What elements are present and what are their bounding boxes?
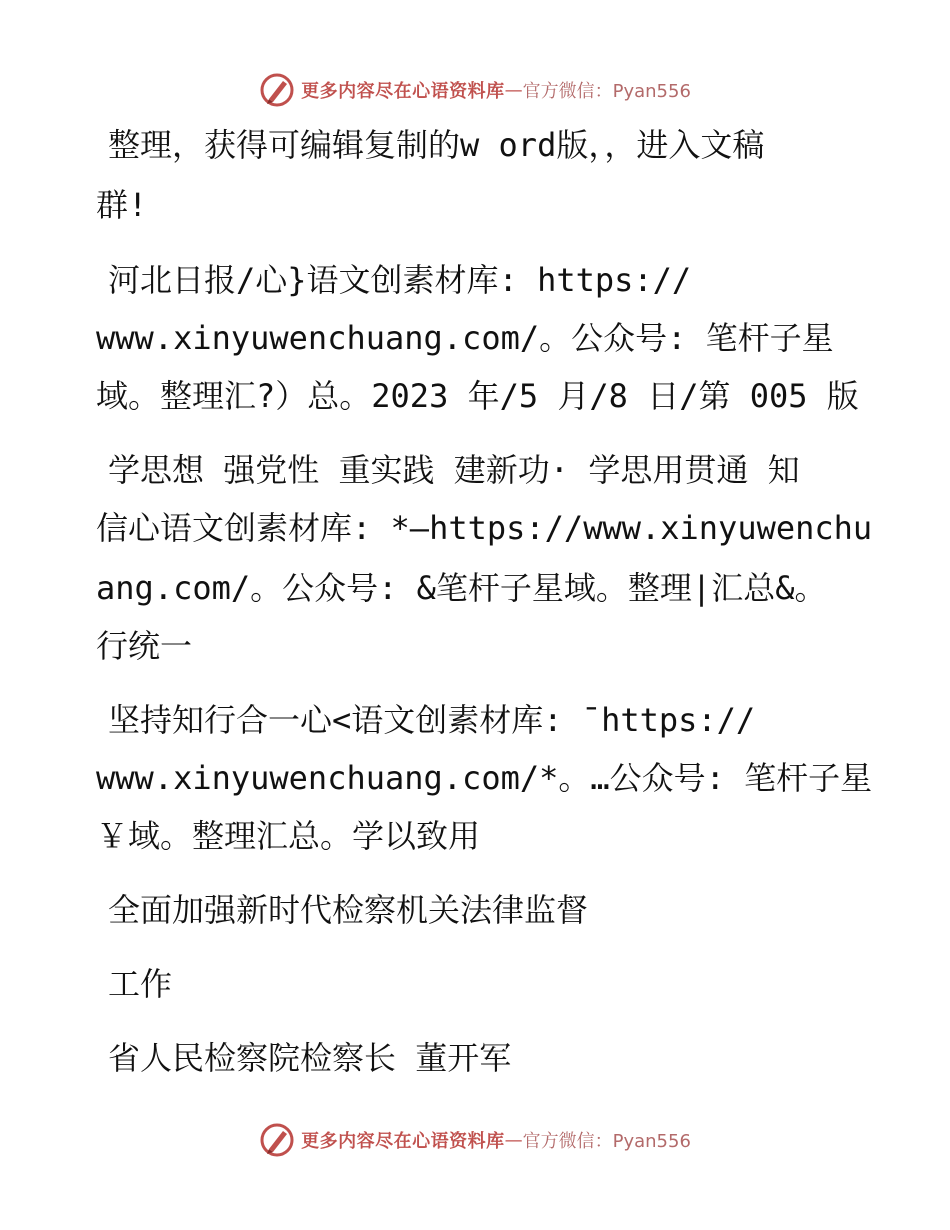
text-line: 学思想 强党性 重实践 建新功· 学思用贯通 知 bbox=[108, 451, 800, 489]
header-banner bbox=[0, 70, 950, 110]
text-line: ￥域。整理汇总。学以致用 bbox=[96, 817, 481, 855]
text-line: 坚持知行合一心<语文创素材库: ¯https:// bbox=[108, 701, 756, 739]
banner-separator: — bbox=[504, 1129, 523, 1151]
text-line: 整理，获得可编辑复制的w ord版，，进入文稿 bbox=[108, 126, 765, 164]
pen-logo-icon bbox=[259, 1122, 295, 1158]
banner-text: 更多内容尽在心语资料库 bbox=[301, 81, 505, 102]
text-line: 域。整理汇?）总。2023 年/5 月/8 日/第 005 版 bbox=[96, 377, 859, 415]
text-line: 河北日报/心}语文创素材库: https:// bbox=[108, 261, 692, 299]
text-line: 信心语文创素材库: *—https://www.xinyuwenchu bbox=[96, 509, 873, 547]
pen-logo-icon bbox=[259, 72, 295, 108]
text-line: ang.com/。公众号: &笔杆子星域。整理|汇总&。 bbox=[96, 569, 827, 607]
banner-separator: — bbox=[504, 79, 523, 101]
text-line: 全面加强新时代检察机关法律监督 bbox=[108, 891, 589, 929]
byline: 省人民检察院检察长 董开军 bbox=[108, 1039, 512, 1077]
banner-text: 更多内容尽在心语资料库 bbox=[301, 1131, 505, 1152]
text-line: 工作 bbox=[108, 965, 173, 1003]
text-line: www.xinyuwenchuang.com/。公众号: 笔杆子星 bbox=[96, 319, 834, 357]
text-line: 群! bbox=[96, 186, 148, 224]
footer-banner bbox=[0, 1120, 950, 1160]
text-line: 行统一 bbox=[96, 627, 193, 665]
banner-wechat: 官方微信：Pyan556 bbox=[522, 81, 691, 102]
text-line: www.xinyuwenchuang.com/*。…公众号: 笔杆子星 bbox=[96, 759, 873, 797]
banner-wechat: 官方微信：Pyan556 bbox=[522, 1131, 691, 1152]
